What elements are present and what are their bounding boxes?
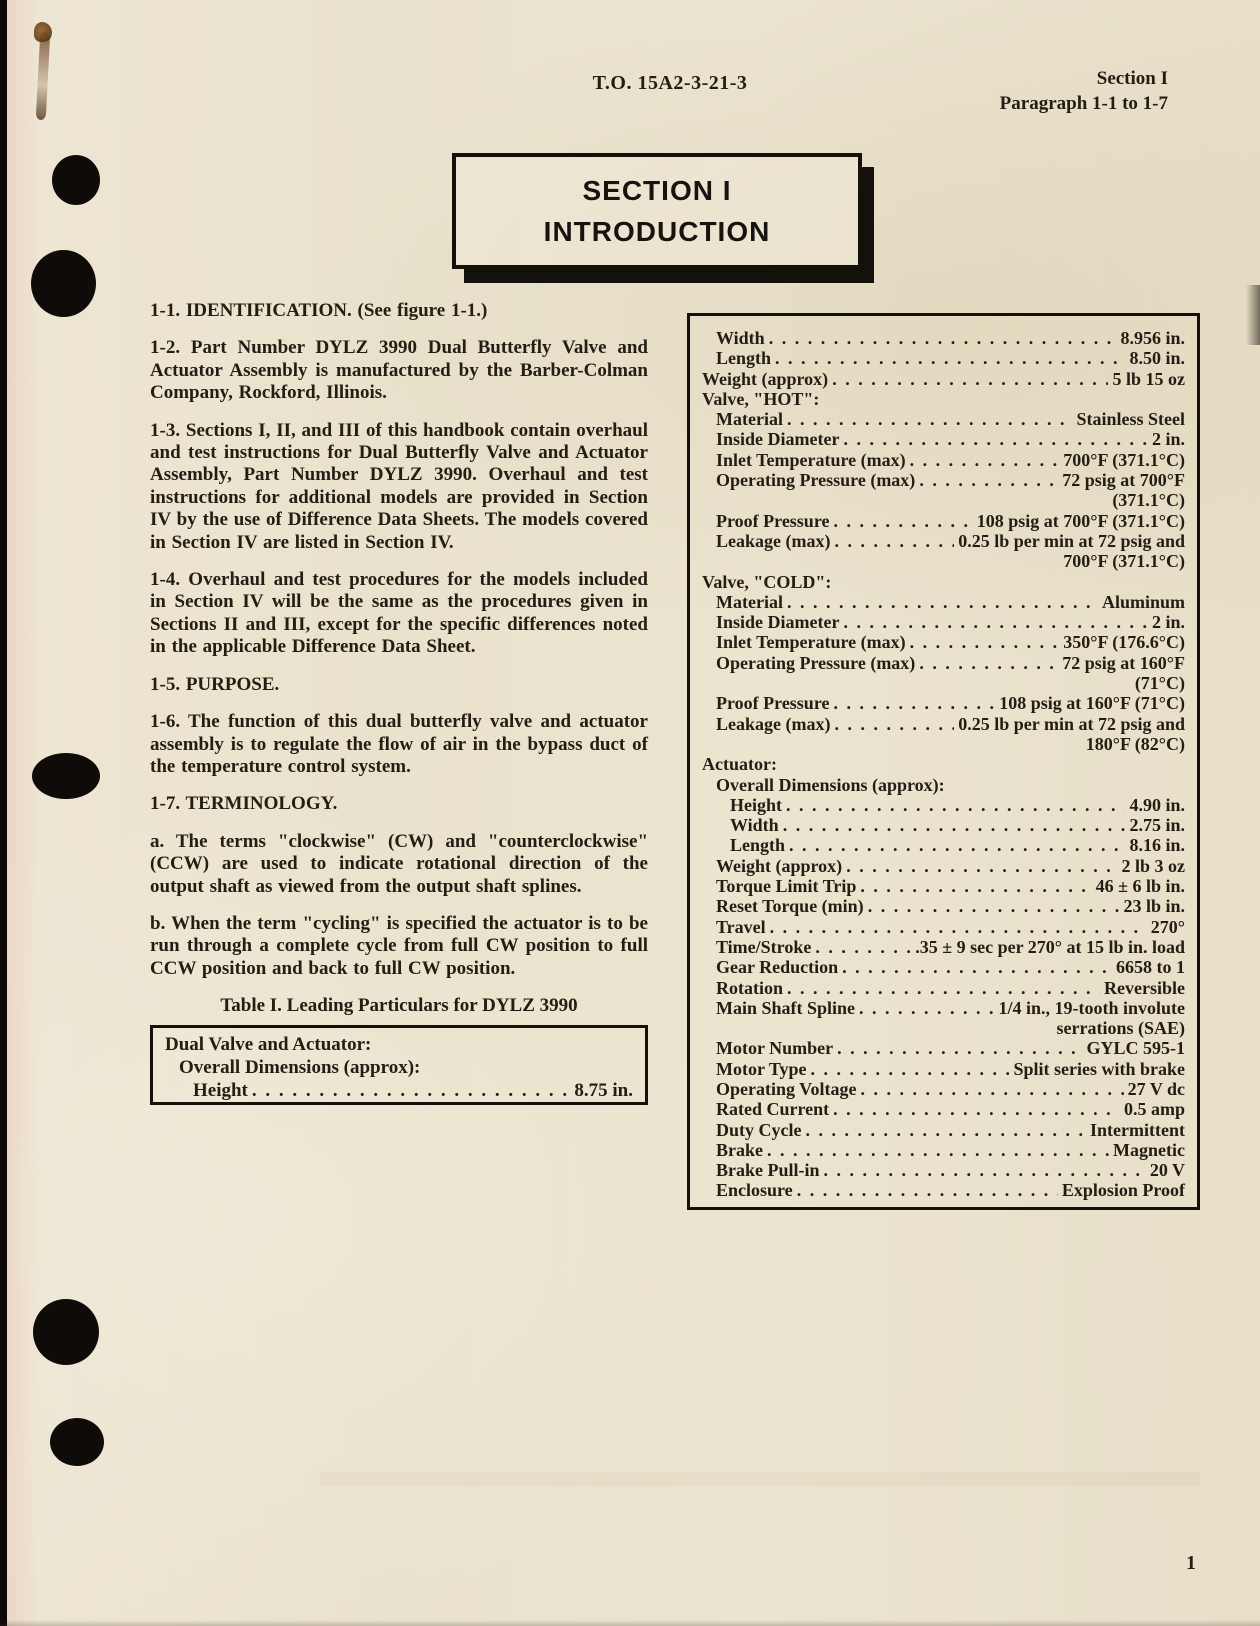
row-label: Main Shaft Spline [716, 997, 856, 1018]
table-row-continuation [702, 1018, 1185, 1038]
dot-leader [787, 978, 1100, 998]
row-value: 0.5 amp [1123, 1099, 1185, 1120]
table-row [702, 612, 1185, 632]
table-row [702, 531, 1185, 551]
paragraph: a. The terms "clockwise" (CW) and "counterclockwise" (CCW) are used to indicate rotational direction of the output shaft as viewed from the output shaft splines. [150, 830, 648, 897]
table-row [702, 429, 1185, 449]
row-value: Aluminum [1101, 591, 1185, 612]
table-row [702, 754, 1185, 774]
scan-edge [0, 1620, 1260, 1626]
paragraph: 1-7. TERMINOLOGY. [150, 793, 338, 815]
row-value: 2 in. [1151, 429, 1185, 450]
table-row [702, 714, 1185, 734]
row-label: Actuator: [702, 754, 777, 775]
table-row [702, 917, 1185, 937]
paragraph: 1-6. The function of this dual butterfly valve and actuator assembly is to regulate the flow of air in the bypass duct of the temperature control system. [150, 711, 648, 777]
row-label: Brake Pull-in [716, 1160, 820, 1181]
dot-leader [861, 1079, 1124, 1099]
row-value: (71°C) [1134, 673, 1185, 694]
table-row [165, 1033, 633, 1056]
punch-hole [50, 1418, 104, 1466]
row-label: Material [716, 409, 783, 430]
dot-leader [919, 653, 1058, 673]
row-value: 270° [1150, 916, 1185, 937]
row-label: Brake [716, 1139, 763, 1160]
row-label: Operating Voltage [716, 1078, 857, 1099]
dot-leader [834, 531, 954, 551]
row-label: Travel [716, 916, 766, 937]
row-value: 72 psig at 700°F [1062, 470, 1185, 491]
dot-leader [846, 856, 1117, 876]
table-row [702, 693, 1185, 713]
row-value: 700°F (371.1°C) [1063, 449, 1185, 470]
table-row [702, 1079, 1185, 1099]
table-row [702, 876, 1185, 896]
paragraph: 1-4. Overhaul and test procedures for the models included in Section IV will be the same as the procedures given in Sections II and III, except for the specific differences noted in the applicable Difference Data Sheet. [150, 569, 648, 658]
table-row [702, 1160, 1185, 1180]
row-value: Split series with brake [1013, 1058, 1185, 1079]
dot-leader [789, 835, 1125, 855]
row-label: Length [716, 348, 772, 369]
table-row [702, 572, 1185, 592]
paragraph-list [150, 300, 648, 980]
row-value: 1/4 in., 19-tooth involute [998, 997, 1185, 1018]
table-row [702, 592, 1185, 612]
dot-leader [833, 693, 995, 713]
technical-order-number: T.O. 15A2-3-21-3 [592, 72, 748, 94]
row-value: 180°F (82°C) [1085, 733, 1185, 754]
row-label: Weight (approx) [702, 368, 829, 389]
row-label: Reset Torque (min) [716, 896, 864, 917]
row-value: Intermittent [1090, 1119, 1185, 1140]
table-row [165, 1056, 633, 1079]
dot-leader [770, 917, 1147, 937]
row-value: 20 V [1149, 1160, 1185, 1181]
paragraph: 1-1. IDENTIFICATION. (See figure 1-1.) [150, 300, 488, 321]
table-row [165, 1079, 633, 1102]
row-label: Proof Pressure [716, 693, 830, 714]
table-row [702, 937, 1185, 957]
dot-leader [786, 795, 1125, 815]
row-value: 8.75 in. [574, 1080, 633, 1102]
row-value: 700°F (371.1°C) [1063, 551, 1185, 572]
row-value: 8.956 in. [1120, 328, 1185, 348]
table-row-continuation [702, 673, 1185, 693]
row-label: Length [730, 835, 786, 856]
dot-leader [769, 328, 1117, 348]
section-subtitle: INTRODUCTION [543, 215, 771, 247]
row-label: Overall Dimensions (approx): [716, 774, 945, 795]
punch-hole [32, 753, 100, 799]
table-row [702, 632, 1185, 652]
row-label: Gear Reduction [716, 957, 839, 978]
row-value: 2 in. [1151, 612, 1185, 633]
row-label: Inside Diameter [716, 429, 840, 450]
row-value: 108 psig at 700°F (371.1°C) [976, 510, 1185, 531]
table-row [702, 856, 1185, 876]
row-label: Overall Dimensions (approx): [179, 1057, 421, 1079]
row-label: Motor Number [716, 1038, 834, 1059]
dot-leader [805, 1120, 1086, 1140]
table-row [702, 328, 1185, 348]
scan-edge [0, 0, 7, 1626]
dot-leader [910, 450, 1060, 470]
table-row [702, 511, 1185, 531]
row-value: 350°F (176.6°C) [1063, 632, 1185, 653]
row-label: Rotation [716, 977, 783, 998]
table-caption: Table I. Leading Particulars for DYLZ 3990 [220, 995, 578, 1017]
table-row [702, 1099, 1185, 1119]
paragraph: 1-3. Sections I, II, and III of this handbook contain overhaul and test instructions for Dual Butterfly Valve and Actuator Assembly, Part Number DYLZ 3990. Overhaul and test instructions for additional models are provided in Section IV by the use of Difference Data Sheets. The models covered in Section IV are listed in Section IV. [150, 419, 648, 553]
dot-leader [919, 470, 1058, 490]
table-row [702, 1120, 1185, 1140]
row-value: 0.25 lb per min at 72 psig and [958, 530, 1185, 551]
punch-hole [52, 155, 100, 205]
row-value: (371.1°C) [1112, 490, 1185, 511]
row-value: 72 psig at 160°F [1062, 652, 1185, 673]
row-value: 8.16 in. [1129, 835, 1185, 856]
paragraph: 1-2. Part Number DYLZ 3990 Dual Butterfly Valve and Actuator Assembly is manufactured by the Barber-Colman Company, Rockford, Illinois. [150, 337, 648, 404]
dot-leader [832, 369, 1108, 389]
row-value: Stainless Steel [1076, 409, 1185, 430]
dot-leader [843, 612, 1148, 632]
row-label: Inlet Temperature (max) [716, 632, 906, 653]
row-label: Enclosure [716, 1180, 793, 1201]
table-row [702, 998, 1185, 1018]
section-title-box [452, 153, 862, 269]
row-label: Material [716, 591, 783, 612]
dot-leader [787, 592, 1098, 612]
paragraph: b. When the term "cycling" is specified the actuator is to be run through a complete cycle from full CW position to full CCW position and back to full CW position. [150, 912, 648, 979]
row-value: 2.75 in. [1129, 815, 1185, 836]
row-value: .35 ± 9 sec per 270° at 15 lb in. load [915, 936, 1185, 957]
dot-leader [787, 409, 1073, 429]
row-value: 2 lb 3 oz [1121, 855, 1185, 876]
row-label: Valve, "HOT": [702, 388, 820, 409]
row-value: 4.90 in. [1129, 794, 1185, 815]
left-column [150, 300, 648, 1105]
dot-leader [775, 348, 1125, 368]
dot-leader [252, 1079, 571, 1102]
row-value: 23 lb in. [1123, 896, 1185, 917]
row-value: 46 ± 6 lb in. [1095, 876, 1185, 897]
dot-leader [834, 714, 954, 734]
row-label: Dual Valve and Actuator: [165, 1034, 372, 1056]
row-label: Motor Type [716, 1058, 807, 1079]
row-label: Leakage (max) [716, 713, 831, 734]
leading-particulars-table-part1 [150, 1025, 648, 1105]
dot-leader [868, 896, 1120, 916]
row-value: serrations (SAE) [1056, 1018, 1185, 1039]
row-label: Height [193, 1080, 248, 1102]
table-row [702, 389, 1185, 409]
table-row [702, 1180, 1185, 1200]
row-label: Inside Diameter [716, 612, 840, 633]
scan-smudge [1246, 285, 1260, 345]
punch-hole [33, 1299, 99, 1365]
paragraph: 1-5. PURPOSE. [150, 673, 280, 695]
table-row [702, 1059, 1185, 1079]
table-row [702, 409, 1185, 429]
table-row [702, 348, 1185, 368]
header-right [1000, 66, 1168, 116]
dot-leader [837, 1038, 1082, 1058]
table-row [702, 653, 1185, 673]
row-label: Leakage (max) [716, 530, 831, 551]
dot-leader [842, 957, 1112, 977]
table-row [702, 1038, 1185, 1058]
table-row [702, 815, 1185, 835]
row-label: Valve, "COLD": [702, 571, 832, 592]
dot-leader [811, 1059, 1010, 1079]
table-row-continuation [702, 490, 1185, 510]
section-title: SECTION I [582, 174, 732, 206]
print-ghost [320, 1472, 1200, 1486]
paper-tint [7, 0, 39, 1626]
page-number: 1 [1186, 1552, 1196, 1574]
dot-leader [797, 1180, 1058, 1200]
row-label: Width [730, 815, 779, 836]
row-value: GYLC 595-1 [1086, 1038, 1185, 1059]
table-row [702, 957, 1185, 977]
table-row [702, 795, 1185, 815]
row-label: Width [716, 328, 765, 348]
row-label: Height [730, 794, 782, 815]
table-row-continuation [702, 734, 1185, 754]
row-value: 6658 to 1 [1116, 957, 1185, 978]
dot-leader [910, 632, 1060, 652]
row-value: 0.25 lb per min at 72 psig and [958, 713, 1185, 734]
row-value: Reversible [1104, 977, 1185, 998]
table-row [702, 775, 1185, 795]
row-value: 108 psig at 160°F (71°C) [999, 693, 1185, 714]
table-row [702, 896, 1185, 916]
row-value: 27 V dc [1127, 1078, 1185, 1099]
header-section-label: Section I [1096, 68, 1168, 89]
row-label: Rated Current [716, 1099, 830, 1120]
dot-leader [843, 429, 1148, 449]
table-row [702, 978, 1185, 998]
dot-leader [833, 1099, 1120, 1119]
row-value: Explosion Proof [1061, 1180, 1185, 1201]
dot-leader [860, 876, 1091, 896]
dot-leader [815, 937, 911, 957]
table-row-continuation [702, 551, 1185, 571]
dot-leader [833, 511, 972, 531]
row-value: 8.50 in. [1129, 348, 1185, 369]
row-label: Operating Pressure (max) [716, 652, 916, 673]
row-label: Torque Limit Trip [716, 876, 857, 897]
punch-hole [31, 250, 96, 317]
ink-stain [34, 22, 52, 42]
table-row [702, 450, 1185, 470]
row-label: Inlet Temperature (max) [716, 449, 906, 470]
row-value: Magnetic [1113, 1139, 1185, 1160]
row-label: Operating Pressure (max) [716, 470, 916, 491]
table-row [702, 369, 1185, 389]
row-label: Duty Cycle [716, 1119, 802, 1140]
dot-leader [783, 815, 1126, 835]
row-value: 5 lb 15 oz [1112, 368, 1185, 389]
table-row [702, 470, 1185, 490]
dot-leader [859, 998, 994, 1018]
table-row [702, 1140, 1185, 1160]
dot-leader [824, 1160, 1146, 1180]
row-label: Weight (approx) [716, 855, 843, 876]
dot-leader [767, 1140, 1109, 1160]
header-paragraph-range: Paragraph 1-1 to 1-7 [999, 93, 1168, 114]
leading-particulars-table-part2 [687, 313, 1200, 1210]
row-label: Proof Pressure [716, 510, 830, 531]
table-row [702, 835, 1185, 855]
row-label: Time/Stroke [716, 936, 812, 957]
